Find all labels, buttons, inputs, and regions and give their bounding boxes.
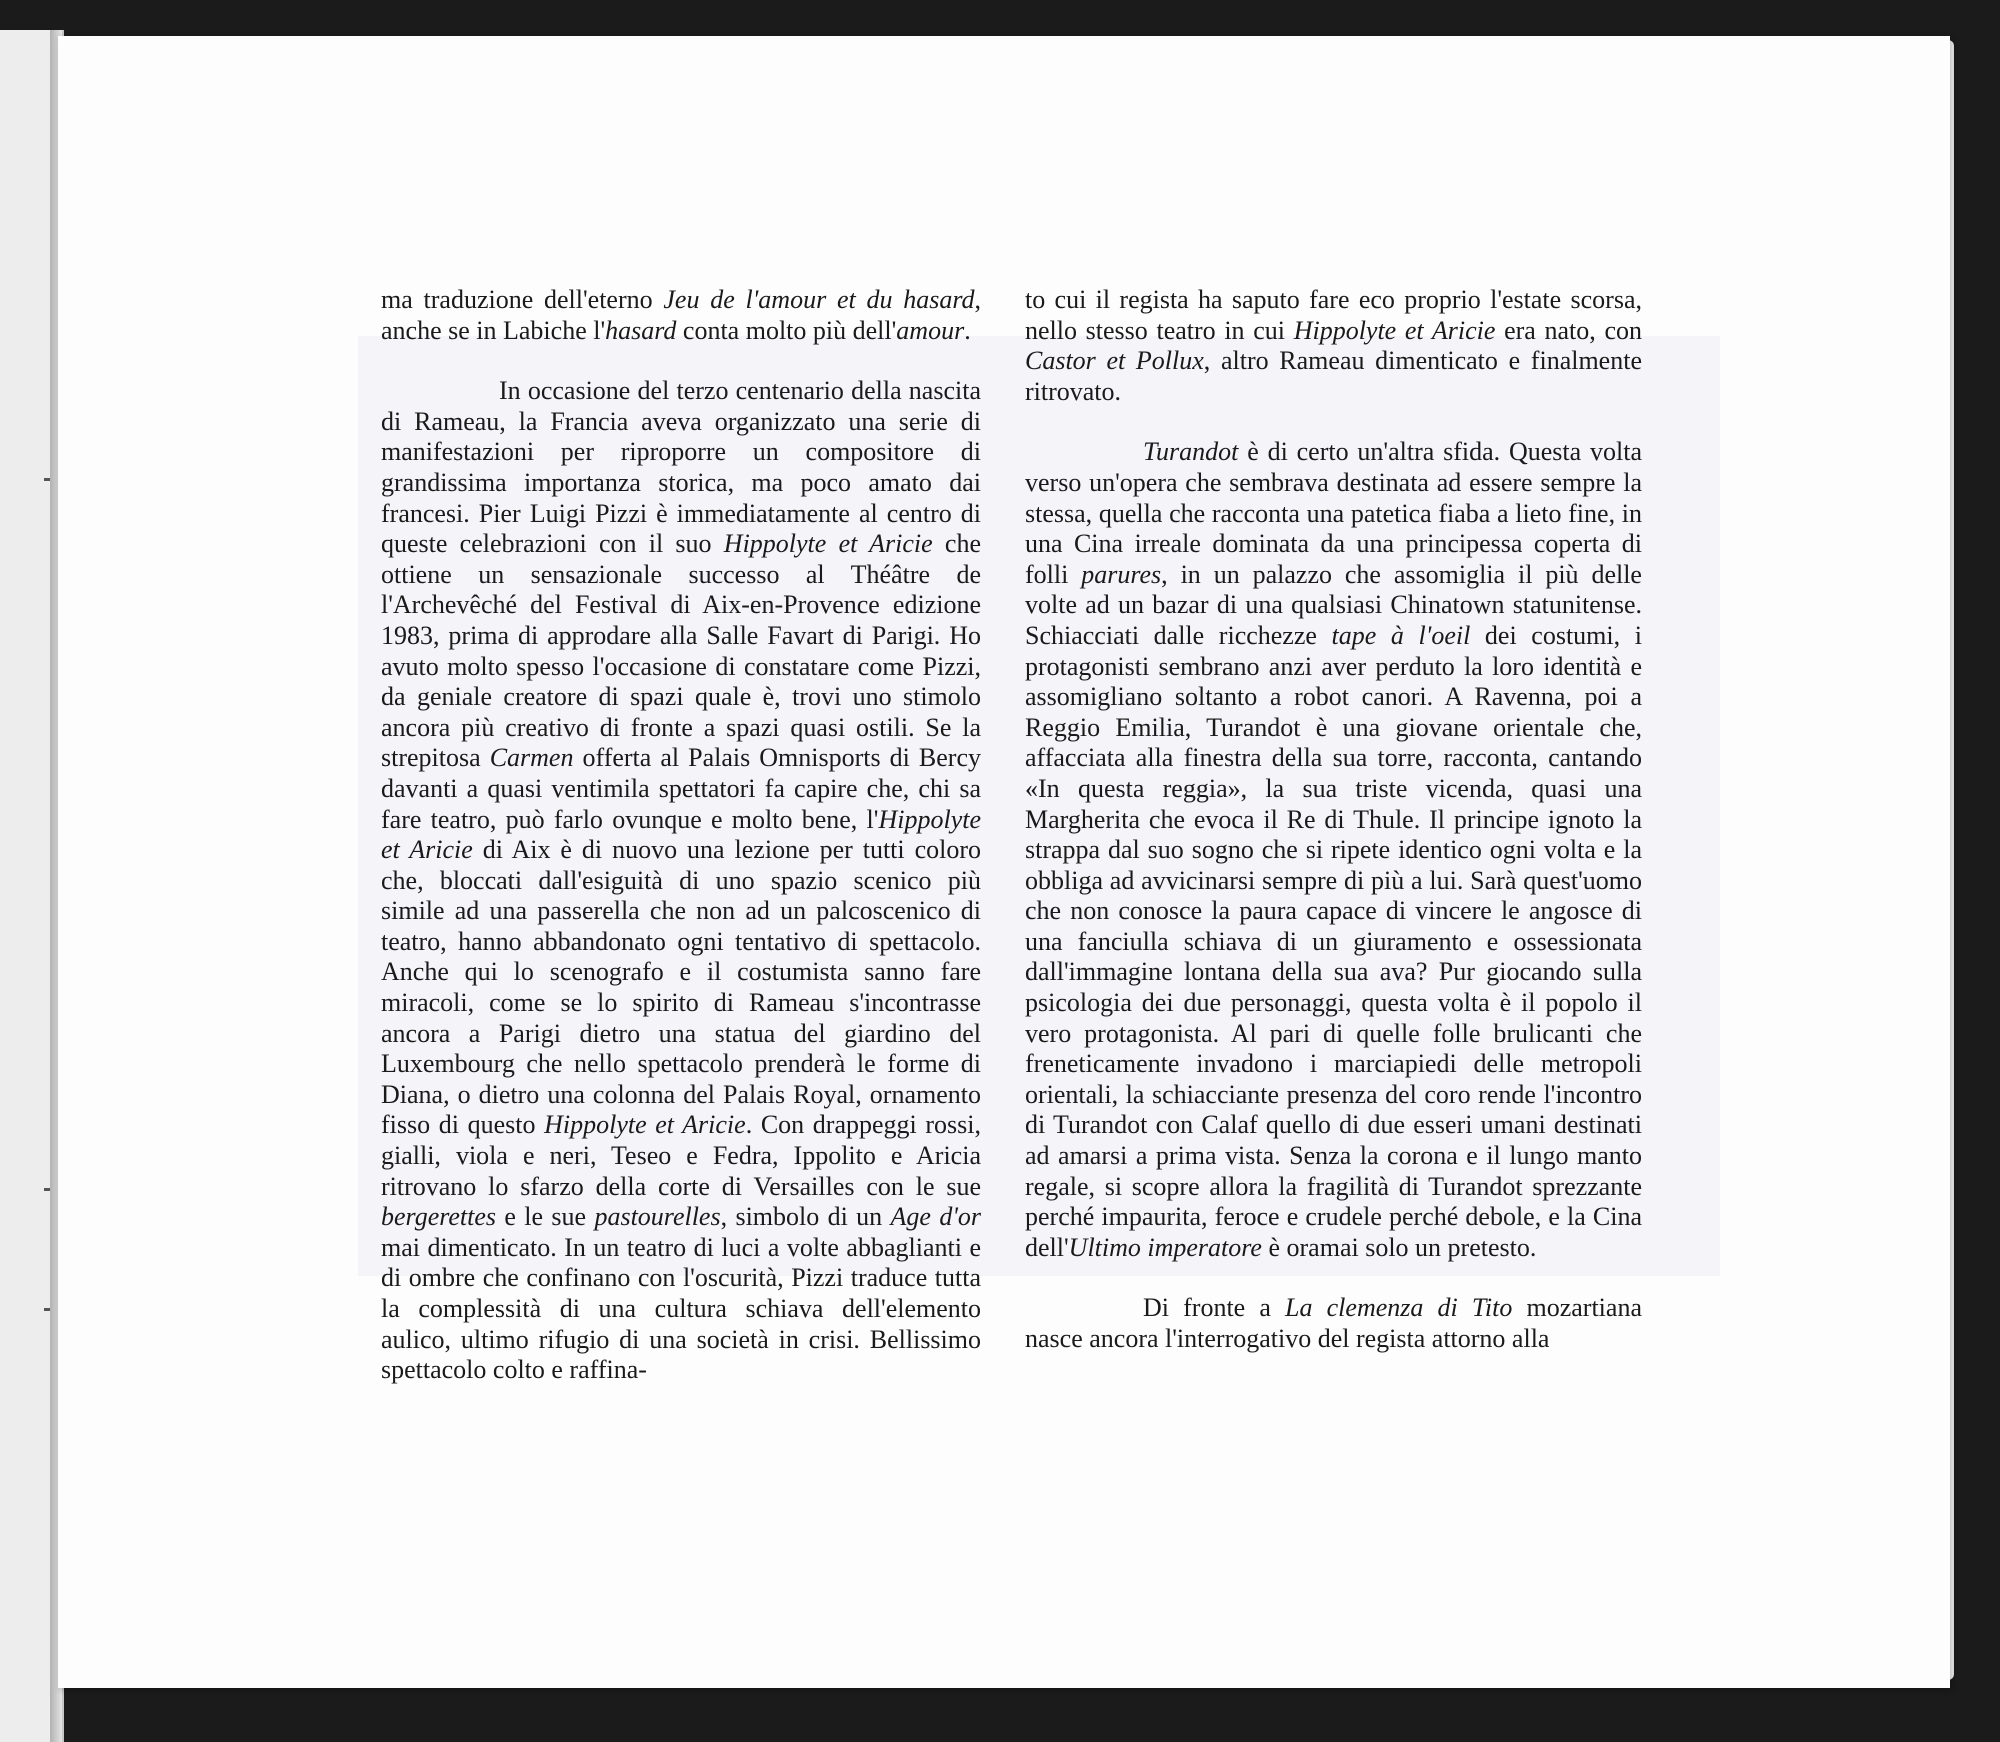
- body-text: In occasione del terzo centenario della nascita di Rameau, la Francia aveva organizzato una serie di manifestazioni per riproporre un compositore di grandissima importanza storica, ma poco amato dai francesi. Pier Luigi Pizzi è immediatamente al centro di queste celebrazioni con il suo: [381, 376, 981, 559]
- italic-title-text: Hippolyte et Aricie: [723, 529, 933, 559]
- italic-title-text: amour: [896, 315, 965, 345]
- body-text: .: [964, 315, 971, 345]
- italic-title-text: parures: [1081, 559, 1162, 589]
- paragraph: [1025, 285, 1642, 407]
- body-text: mai dimenticato. In un teatro di luci a volte abbaglianti e di ombre che confinano con l'oscurità, Pizzi traduce tutta la complessità di una cultura schiava dell'elemento aulico, ultimo rifugio di una società in crisi. Bellissimo spettacolo colto e raffina-: [381, 1232, 981, 1385]
- italic-title-text: Jeu de l'amour et du hasard: [663, 285, 975, 314]
- text-column-right: [1025, 285, 1642, 1355]
- italic-title-text: hasard: [605, 315, 677, 345]
- italic-title-text: Castor et Pollux: [1025, 346, 1204, 376]
- body-text: ma traduzione dell'eterno: [381, 285, 664, 314]
- paragraph: [381, 285, 981, 346]
- italic-title-text: pastourelles: [594, 1202, 721, 1232]
- spine-mark: [44, 1188, 50, 1191]
- italic-title-text: Age d'or: [890, 1202, 982, 1232]
- body-text: dei costumi, i protagonisti sembrano anzi aver perduto la loro identità e assomigliano soltanto a robot canori. A Ravenna, poi a Reggio Emilia, Turandot è una giovane orientale che, affacciata alla finestra della sua torre, racconta, cantando «In questa reggia», la sua triste vicenda, quasi una Margherita che evoca il Re di Thule. Il principe ignoto la strappa dal suo sogno che si ripete identico ogni volta e la obbliga ad avvicinarsi sempre di più a lui. Sarà quest'uomo che non conosce la paura capace di vincere le angosce di una fanciulla schiava di un giuramento e ossessionata dall'immagine lontana della sua ava? Pur giocando sulla psicologia dei due personaggi, questa volta è il popolo il vero protagonista. Al pari di quelle folle brulicanti che freneticamente invadono i marciapiedi delle metropoli orientali, la schiacciante presenza del coro rende l'incontro di Turandot con Calaf quello di due esseri umani destinati ad amarsi a prima vista. Senza la corona e il lungo manto regale, si scopre allora la fragilità di Turandot sprezzante perché impaurita, feroce e crudele perché debole, e la Cina dell': [1025, 620, 1642, 1262]
- body-text: Di fronte a: [1143, 1293, 1286, 1323]
- body-text: , altro Rameau dimenticato e finalmente ritrovato.: [1025, 346, 1642, 406]
- spine-mark: [44, 1308, 50, 1311]
- italic-title-text: bergerettes: [381, 1202, 497, 1232]
- body-text: di Aix è di nuovo una lezione per tutti coloro che, bloccati dall'esiguità di uno spazio scenico più simile ad una passerella che non ad un palcoscenico di teatro, hanno abbandonato ogni tentativo di spettacolo. Anche qui lo scenografo e il costumista sanno fare miracoli, come se lo spirito di Rameau s'incontrasse ancora a Parigi dietro una statua del giardino del Luxembourg che nello spettacolo prenderà le forme di Diana, o dietro una colonna del Palais Royal, ornamento fisso di questo: [381, 835, 981, 1140]
- body-text: to cui il regista ha saputo fare eco proprio l'estate scorsa, nello stesso teatro in cui: [1025, 285, 1642, 345]
- body-text: conta molto più dell': [676, 315, 897, 345]
- italic-title-text: Ultimo imperatore: [1068, 1232, 1262, 1262]
- italic-title-text: Hippolyte et Aricie: [544, 1110, 746, 1140]
- italic-title-text: Turandot: [1143, 437, 1239, 467]
- body-text: , anche se in Labiche l': [381, 285, 981, 345]
- body-text: , simbolo di un: [720, 1202, 891, 1232]
- paragraph: [1025, 1293, 1642, 1354]
- body-text: e le sue: [496, 1202, 595, 1232]
- body-text: offerta al Palais Omnisports di Bercy davanti a quasi ventimila spettatori fa capire che, chi sa fare teatro, può farlo ovunque e molto bene, l': [381, 743, 981, 834]
- italic-title-text: Hippolyte et Aricie: [381, 804, 981, 865]
- body-text: che ottiene un sensazionale successo al Théâtre de l'Archevêché del Festival di Aix-en-Provence edizione 1983, prima di approdare alla Salle Favart di Parigi. Ho avuto molto spesso l'occasione di constatare come Pizzi, da geniale creatore di spazi quale è, trovi uno stimolo ancora più creativo di fronte a spazi quasi ostili. Se la strepitosa: [381, 529, 981, 773]
- italic-title-text: tape à l'oeil: [1331, 620, 1471, 650]
- paragraph: [381, 376, 981, 1386]
- body-text: è oramai solo un pretesto.: [1261, 1232, 1537, 1262]
- book-page: [58, 36, 1950, 1688]
- body-text: mozartiana nasce ancora l'interrogativo del regista attorno alla: [1025, 1293, 1642, 1353]
- body-text: è di certo un'altra sfida. Questa volta verso un'opera che sembrava destinata ad essere sempre la stessa, quella che racconta una patetica fiaba a lieto fine, in una Cina irreale dominata da una principessa coperta di folli: [1025, 437, 1642, 589]
- text-column-left: [381, 285, 981, 1386]
- paragraph: [1025, 437, 1642, 1263]
- spine-mark: [44, 478, 50, 481]
- italic-title-text: La clemenza di Tito: [1285, 1293, 1513, 1323]
- italic-title-text: Hippolyte et Aricie: [1293, 315, 1496, 345]
- body-text: . Con drappeggi rossi, gialli, viola e neri, Teseo e Fedra, Ippolito e Aricia ritrovano lo sfarzo della corte di Versailles con le sue: [381, 1110, 981, 1201]
- body-text: era nato, con: [1495, 315, 1642, 345]
- italic-title-text: Carmen: [489, 743, 574, 773]
- body-text: , in un palazzo che assomiglia il più delle volte ad un bazar di una qualsiasi Chinatown statunitense. Schiacciati dalle ricchezze: [1025, 559, 1642, 650]
